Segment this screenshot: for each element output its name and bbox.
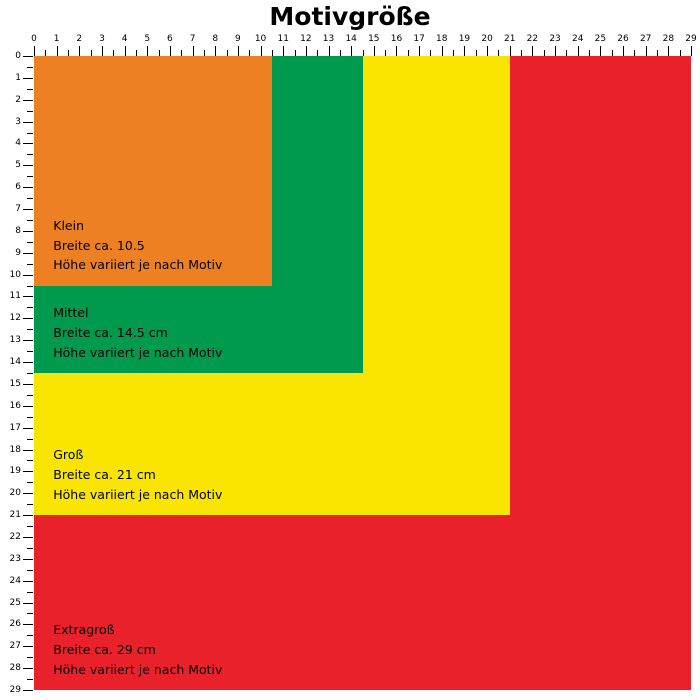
ruler-tick-left (23, 318, 33, 319)
ruler-tick-label-left: 28 (9, 663, 21, 674)
ruler-halftick-left (27, 548, 33, 549)
label-gross-width: Breite ca. 21 cm (53, 467, 156, 483)
ruler-tick-label-top: 7 (189, 34, 196, 44)
page-title: Motivgröße (269, 2, 431, 31)
ruler-tick-label-left: 16 (9, 400, 21, 411)
ruler-tick-label-left: 27 (9, 641, 21, 652)
ruler-tick-label-left: 19 (9, 466, 21, 477)
ruler-tick-left (23, 668, 33, 669)
ruler-tick-left (23, 56, 33, 57)
ruler-tick-label-top: 2 (76, 34, 83, 44)
label-extragross-width: Breite ca. 29 cm (53, 641, 156, 657)
ruler-tick-left (23, 362, 33, 363)
ruler-tick-top (578, 46, 579, 56)
ruler-tick-left (23, 384, 33, 385)
ruler-halftick-left (27, 395, 33, 396)
ruler-tick-left (23, 450, 33, 451)
ruler-halftick-left (27, 154, 33, 155)
ruler-halftick-left (27, 592, 33, 593)
ruler-tick-top (79, 46, 80, 56)
label-mittel-width: Breite ca. 14.5 cm (53, 324, 168, 340)
ruler-halftick-left (27, 220, 33, 221)
ruler-tick-label-left: 7 (15, 204, 21, 215)
ruler-tick-label-left: 17 (9, 422, 21, 433)
ruler-tick-label-top: 5 (144, 34, 151, 44)
ruler-tick-label-left: 11 (9, 291, 21, 302)
ruler-halftick-left (27, 679, 33, 680)
ruler-tick-label-left: 4 (15, 138, 21, 149)
ruler-tick-label-top: 15 (368, 34, 380, 44)
ruler-tick-top (532, 46, 533, 56)
ruler-tick-label-top: 1 (53, 34, 60, 44)
ruler-tick-label-top: 23 (549, 34, 561, 44)
label-klein-title: Klein (53, 217, 85, 233)
ruler-tick-left (23, 296, 33, 297)
ruler-tick-top (102, 46, 103, 56)
label-mittel-title: Mittel (53, 305, 89, 321)
ruler-tick-top (238, 46, 239, 56)
ruler-tick-top (147, 46, 148, 56)
ruler-tick-top (283, 46, 284, 56)
ruler-tick-label-top: 13 (322, 34, 335, 44)
ruler-halftick-left (27, 635, 33, 636)
ruler-vertical (8, 51, 34, 695)
ruler-tick-left (23, 646, 33, 647)
ruler-tick-left (23, 581, 33, 582)
ruler-tick-label-left: 2 (15, 94, 21, 105)
ruler-tick-left (23, 275, 33, 276)
ruler-tick-label-top: 18 (436, 34, 448, 44)
ruler-tick-left (23, 406, 33, 407)
ruler-halftick-left (27, 351, 33, 352)
ruler-tick-label-left: 15 (9, 378, 21, 389)
ruler-halftick-left (27, 176, 33, 177)
ruler-tick-top (396, 46, 397, 56)
ruler-tick-label-top: 0 (31, 34, 37, 44)
label-gross-height: Höhe variiert je nach Motiv (53, 486, 223, 502)
ruler-tick-left (23, 471, 33, 472)
ruler-tick-top (57, 46, 58, 56)
ruler-halftick-left (27, 242, 33, 243)
ruler-tick-label-top: 8 (212, 34, 219, 44)
ruler-tick-left (23, 493, 33, 494)
ruler-tick-label-top: 3 (99, 34, 105, 44)
ruler-tick-left (23, 231, 33, 232)
ruler-tick-label-top: 11 (277, 34, 289, 44)
ruler-halftick-left (27, 198, 33, 199)
ruler-tick-label-left: 6 (15, 182, 21, 193)
ruler-halftick-left (27, 264, 33, 265)
ruler-tick-label-top: 20 (481, 34, 493, 44)
ruler-tick-left (23, 603, 33, 604)
ruler-tick-top (374, 46, 375, 56)
ruler-tick-label-left: 26 (9, 619, 21, 630)
ruler-halftick-left (27, 504, 33, 505)
ruler-halftick-left (27, 570, 33, 571)
ruler-tick-top (419, 46, 420, 56)
ruler-tick-label-left: 23 (9, 553, 21, 564)
ruler-tick-top (691, 46, 692, 56)
ruler-halftick-left (27, 329, 33, 330)
ruler-halftick-left (27, 89, 33, 90)
ruler-halftick-left (27, 482, 33, 483)
ruler-tick-label-left: 3 (15, 116, 21, 127)
ruler-tick-top (510, 46, 511, 56)
ruler-tick-label-top: 9 (235, 34, 241, 44)
ruler-tick-label-left: 10 (9, 269, 21, 280)
ruler-tick-top (329, 46, 330, 56)
ruler-tick-label-top: 6 (167, 34, 173, 44)
ruler-tick-label-left: 29 (9, 685, 21, 695)
ruler-tick-left (23, 428, 33, 429)
ruler-tick-left (23, 537, 33, 538)
ruler-halftick-left (27, 133, 33, 134)
ruler-tick-label-left: 25 (9, 597, 21, 608)
ruler-tick-label-top: 26 (617, 34, 629, 44)
size-chart-plot (34, 56, 691, 690)
ruler-tick-top (464, 46, 465, 56)
ruler-tick-label-top: 10 (254, 34, 267, 44)
ruler-tick-label-top: 21 (504, 34, 516, 44)
ruler-halftick-left (27, 373, 33, 374)
ruler-tick-label-left: 1 (15, 72, 21, 83)
ruler-halftick-left (27, 417, 33, 418)
label-mittel-height: Höhe variiert je nach Motiv (53, 344, 223, 360)
ruler-tick-left (23, 187, 33, 188)
ruler-tick-top (170, 46, 171, 56)
ruler-tick-top (623, 46, 624, 56)
ruler-tick-label-left: 13 (9, 335, 21, 346)
ruler-tick-top (487, 46, 488, 56)
ruler-halftick-left (27, 439, 33, 440)
ruler-tick-label-left: 21 (9, 510, 21, 521)
label-klein-width: Breite ca. 10.5 (53, 237, 145, 253)
ruler-tick-left (23, 165, 33, 166)
ruler-tick-label-top: 12 (300, 34, 312, 44)
ruler-tick-left (23, 209, 33, 210)
ruler-halftick-left (27, 460, 33, 461)
ruler-tick-label-top: 16 (390, 34, 403, 44)
ruler-horizontal (31, 34, 697, 56)
ruler-tick-top (646, 46, 647, 56)
ruler-tick-label-left: 0 (15, 51, 21, 61)
ruler-tick-top (193, 46, 194, 56)
ruler-tick-label-left: 20 (9, 488, 21, 499)
ruler-tick-label-top: 25 (594, 34, 607, 44)
ruler-tick-label-top: 19 (458, 34, 471, 44)
ruler-tick-top (442, 46, 443, 56)
ruler-tick-left (23, 515, 33, 516)
ruler-tick-left (23, 690, 33, 691)
ruler-tick-top (125, 46, 126, 56)
ruler-tick-label-top: 4 (121, 34, 128, 44)
ruler-tick-left (23, 624, 33, 625)
ruler-halftick-left (27, 307, 33, 308)
ruler-tick-left (23, 253, 33, 254)
ruler-tick-label-left: 5 (15, 160, 21, 171)
ruler-tick-label-left: 18 (9, 444, 21, 455)
ruler-halftick-left (27, 286, 33, 287)
ruler-tick-top (261, 46, 262, 56)
ruler-halftick-left (27, 67, 33, 68)
ruler-tick-label-top: 27 (639, 34, 652, 44)
ruler-tick-label-left: 8 (15, 225, 21, 236)
ruler-tick-label-top: 22 (526, 34, 539, 44)
ruler-tick-top (215, 46, 216, 56)
ruler-tick-label-top: 28 (662, 34, 675, 44)
ruler-tick-label-left: 22 (9, 531, 21, 542)
ruler-tick-top (306, 46, 307, 56)
ruler-tick-label-left: 14 (9, 357, 21, 368)
ruler-halftick-left (27, 613, 33, 614)
ruler-tick-label-top: 29 (685, 34, 697, 44)
ruler-tick-top (668, 46, 669, 56)
label-klein-height: Höhe variiert je nach Motiv (53, 257, 223, 273)
ruler-halftick-left (27, 111, 33, 112)
ruler-tick-top (555, 46, 556, 56)
ruler-tick-label-top: 24 (571, 34, 584, 44)
ruler-tick-left (23, 100, 33, 101)
ruler-tick-left (23, 122, 33, 123)
ruler-tick-left (23, 78, 33, 79)
ruler-tick-label-left: 12 (9, 313, 21, 324)
label-gross-title: Groß (53, 447, 84, 463)
ruler-tick-top (351, 46, 352, 56)
ruler-tick-label-top: 17 (413, 34, 425, 44)
ruler-tick-left (23, 340, 33, 341)
ruler-tick-label-top: 14 (345, 34, 357, 44)
ruler-tick-left (23, 559, 33, 560)
ruler-tick-left (23, 143, 33, 144)
ruler-tick-label-left: 24 (9, 575, 21, 586)
ruler-tick-top (600, 46, 601, 56)
ruler-halftick-left (27, 657, 33, 658)
label-extragross-title: Extragroß (53, 622, 115, 638)
label-extragross-height: Höhe variiert je nach Motiv (53, 661, 223, 677)
ruler-tick-top (34, 46, 35, 56)
ruler-halftick-left (27, 526, 33, 527)
ruler-tick-label-left: 9 (15, 247, 21, 258)
